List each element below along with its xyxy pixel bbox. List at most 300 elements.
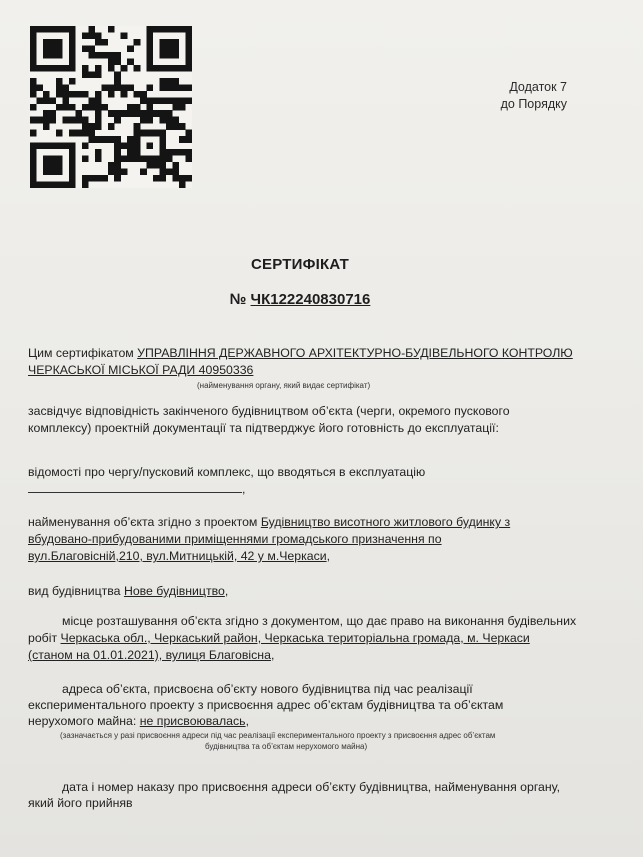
qr-module: [30, 104, 37, 111]
qr-module: [121, 143, 128, 150]
qr-module: [160, 26, 167, 33]
qr-module: [101, 104, 108, 111]
qr-module: [95, 32, 102, 39]
qr-module: [186, 97, 192, 104]
qr-module: [62, 91, 69, 98]
qr-module: [56, 45, 63, 52]
issuer-name-line-1: УПРАВЛІННЯ ДЕРЖАВНОГО АРХІТЕКТУРНО-БУДІВЕЛЬНОГО КОНТРОЛЮ: [137, 346, 573, 360]
qr-module: [30, 162, 37, 169]
qr-module: [30, 26, 37, 33]
qr-module: [160, 45, 167, 52]
qr-module: [56, 169, 63, 176]
qr-module: [62, 104, 69, 111]
qr-module: [147, 162, 154, 169]
qr-module: [114, 156, 121, 163]
qr-module: [69, 26, 76, 33]
qr-module: [43, 117, 50, 124]
qr-module: [95, 117, 102, 124]
qr-module: [43, 26, 50, 33]
qr-module: [173, 123, 180, 130]
qr-module: [88, 26, 95, 33]
qr-module: [56, 182, 63, 188]
qr-module: [95, 65, 102, 72]
qr-module: [62, 182, 69, 188]
qr-module: [173, 149, 180, 156]
qr-module: [186, 149, 192, 156]
qr-module: [108, 123, 115, 130]
qr-module: [56, 52, 63, 59]
location-comma: ,: [270, 648, 275, 662]
qr-module: [36, 97, 43, 104]
qr-module: [166, 39, 173, 46]
qr-module: [127, 58, 134, 65]
certificate-title: СЕРТИФІКАТ: [251, 256, 349, 273]
qr-module: [88, 45, 95, 52]
order-line-1: дата і номер наказу про присвоєння адреси об’єкту будівництва, найменування органу,: [62, 780, 560, 794]
qr-module: [147, 32, 154, 39]
qr-module: [30, 156, 37, 163]
qr-module: [121, 84, 128, 91]
qr-module: [114, 175, 121, 182]
qr-module: [43, 65, 50, 72]
qr-module: [147, 130, 154, 137]
qr-module: [30, 149, 37, 156]
qr-module: [160, 97, 167, 104]
qr-module: [69, 169, 76, 176]
qr-module: [147, 65, 154, 72]
qr-module: [101, 39, 108, 46]
qr-module: [147, 156, 154, 163]
qr-module: [114, 136, 121, 143]
qr-module: [82, 182, 89, 188]
address-comma: ,: [245, 714, 249, 728]
qr-module: [49, 117, 56, 124]
qr-module: [49, 39, 56, 46]
qr-module: [30, 65, 37, 72]
qr-module: [108, 52, 115, 59]
qr-code-graphic: [30, 26, 192, 188]
location-value-1: Черкаська обл., Черкаський район, Черкаська територіальна громада, м. Черкаси: [60, 631, 530, 645]
qr-module: [69, 104, 76, 111]
qr-module: [127, 156, 134, 163]
qr-module: [173, 65, 180, 72]
qr-module: [166, 117, 173, 124]
qr-module: [49, 97, 56, 104]
qr-module: [173, 117, 180, 124]
qr-module: [43, 110, 50, 117]
qr-module: [30, 91, 37, 98]
qr-module: [186, 32, 192, 39]
qr-module: [108, 162, 115, 169]
qr-module: [88, 175, 95, 182]
qr-module: [147, 97, 154, 104]
object-name-line-1: [28, 514, 510, 531]
qr-module: [140, 91, 147, 98]
qr-module: [43, 39, 50, 46]
qr-module: [121, 32, 128, 39]
queue-info-comma: ,: [242, 482, 246, 496]
certifies-line-2: комплексу) проектній документації та підтверджує його готовність до експлуатації:: [28, 421, 499, 435]
qr-module: [114, 143, 121, 150]
qr-module: [30, 130, 37, 137]
qr-module: [147, 52, 154, 59]
qr-module: [36, 182, 43, 188]
qr-module: [160, 136, 167, 143]
issuer-intro: Цим сертифікатом: [28, 346, 134, 360]
qr-module: [43, 97, 50, 104]
qr-module: [186, 175, 192, 182]
qr-module: [43, 143, 50, 150]
qr-module: [82, 32, 89, 39]
qr-module: [186, 156, 192, 163]
qr-module: [43, 52, 50, 59]
issuer-name-line-2: ЧЕРКАСЬКОЇ МІСЬКОЇ РАДИ 40950336: [28, 363, 254, 377]
qr-module: [160, 78, 167, 85]
qr-module: [69, 117, 76, 124]
qr-module: [43, 162, 50, 169]
qr-module: [160, 84, 167, 91]
qr-module: [49, 143, 56, 150]
object-name-line-3: [28, 548, 330, 565]
location-line-2: [28, 630, 530, 647]
qr-module: [108, 91, 115, 98]
qr-module: [88, 123, 95, 130]
qr-module: [82, 123, 89, 130]
qr-module: [95, 52, 102, 59]
qr-module: [179, 149, 186, 156]
qr-module: [173, 39, 180, 46]
qr-module: [114, 52, 121, 59]
qr-module: [114, 71, 121, 78]
certificate-number: [0, 291, 600, 308]
qr-module: [166, 169, 173, 176]
qr-module: [82, 71, 89, 78]
appendix-line-2: до Порядку: [500, 97, 567, 111]
qr-module: [140, 97, 147, 104]
qr-module: [88, 52, 95, 59]
qr-module: [30, 52, 37, 59]
qr-module: [56, 84, 63, 91]
qr-module: [69, 32, 76, 39]
qr-module: [173, 97, 180, 104]
construction-type-label: вид будівництва: [28, 584, 121, 598]
qr-module: [95, 136, 102, 143]
qr-module: [56, 104, 63, 111]
object-name-value-2: вбудовано-прибудованими приміщеннями громадського призначення по: [28, 532, 442, 546]
address-caption-2: будівництва та об’єктам нерухомого майна): [205, 742, 368, 751]
qr-module: [173, 45, 180, 52]
qr-module: [173, 104, 180, 111]
qr-module: [121, 91, 128, 98]
qr-module: [140, 110, 147, 117]
qr-module: [69, 45, 76, 52]
address-label-3: нерухомого майна:: [28, 714, 137, 728]
qr-module: [166, 26, 173, 33]
qr-module: [121, 110, 128, 117]
qr-module: [75, 91, 82, 98]
qr-module: [82, 65, 89, 72]
qr-module: [153, 110, 160, 117]
qr-module: [82, 175, 89, 182]
qr-module: [88, 32, 95, 39]
qr-module: [69, 65, 76, 72]
qr-module: [49, 110, 56, 117]
qr-module: [186, 136, 192, 143]
qr-module: [36, 143, 43, 150]
qr-module: [166, 110, 173, 117]
qr-module: [173, 162, 180, 169]
qr-module: [166, 78, 173, 85]
qr-module: [160, 156, 167, 163]
qr-module: [95, 104, 102, 111]
qr-module: [140, 117, 147, 124]
qr-module: [114, 58, 121, 65]
qr-module: [69, 130, 76, 137]
qr-module: [127, 136, 134, 143]
qr-module: [30, 78, 37, 85]
queue-info-blank: [28, 480, 242, 493]
qr-module: [95, 149, 102, 156]
qr-module: [56, 26, 63, 33]
qr-module: [69, 162, 76, 169]
location-value-2: (станом на 01.01.2021), вулиця Благовісна: [28, 648, 271, 662]
issuer-caption: (найменування органу, який видає сертифікат): [197, 381, 371, 390]
qr-module: [69, 175, 76, 182]
qr-module: [108, 136, 115, 143]
qr-module: [121, 156, 128, 163]
qr-module: [173, 84, 180, 91]
qr-module: [49, 156, 56, 163]
qr-module: [62, 143, 69, 150]
qr-module: [186, 52, 192, 59]
qr-module: [160, 143, 167, 150]
qr-module: [166, 45, 173, 52]
qr-module: [134, 110, 141, 117]
qr-module: [121, 65, 128, 72]
object-name-value-3: вул.Благовісній,210, вул.Митницькій, 42 у м.Черкаси: [28, 549, 327, 563]
qr-module: [88, 130, 95, 137]
qr-module: [108, 26, 115, 33]
issuer-line-1: [28, 345, 573, 362]
address-caption-1: (зазначається у разі присвоєння адреси під час реалізації експериментального проекту з присвоєння адрес об’єктам: [60, 731, 496, 740]
qr-module: [179, 104, 186, 111]
qr-module: [30, 117, 37, 124]
qr-module: [82, 156, 89, 163]
qr-module: [56, 91, 63, 98]
qr-module: [153, 156, 160, 163]
address-line-2: експериментального проекту з присвоєння адрес об’єктам будівництва та об’єктам: [28, 698, 504, 712]
qr-module: [30, 58, 37, 65]
qr-module: [88, 97, 95, 104]
qr-module: [56, 156, 63, 163]
qr-module: [179, 123, 186, 130]
qr-module: [108, 84, 115, 91]
address-line-1: адреса об’єкта, присвоєна об’єкту нового будівництва під час реалізації: [62, 682, 473, 696]
qr-module: [147, 104, 154, 111]
qr-module: [43, 169, 50, 176]
qr-module: [160, 117, 167, 124]
qr-module: [134, 104, 141, 111]
location-line-3: [28, 647, 274, 664]
qr-module: [36, 65, 43, 72]
qr-module: [186, 39, 192, 46]
qr-module: [114, 149, 121, 156]
qr-module: [62, 84, 69, 91]
qr-module: [166, 149, 173, 156]
qr-module: [95, 175, 102, 182]
qr-module: [43, 91, 50, 98]
qr-module: [69, 78, 76, 85]
qr-module: [160, 65, 167, 72]
qr-module: [75, 117, 82, 124]
qr-module: [153, 130, 160, 137]
qr-module: [173, 52, 180, 59]
qr-module: [69, 91, 76, 98]
qr-module: [166, 97, 173, 104]
construction-type-value: Нове будівництво: [123, 584, 225, 598]
number-sign: №: [229, 291, 247, 308]
qr-module: [108, 58, 115, 65]
qr-module: [30, 169, 37, 176]
qr-module: [114, 169, 121, 176]
qr-module: [30, 32, 37, 39]
qr-module: [160, 130, 167, 137]
appendix-line-1: Додаток 7: [509, 80, 567, 94]
qr-module: [101, 52, 108, 59]
qr-module: [186, 58, 192, 65]
qr-module: [56, 143, 63, 150]
qr-module: [160, 162, 167, 169]
qr-module: [95, 110, 102, 117]
qr-module: [101, 136, 108, 143]
qr-module: [95, 97, 102, 104]
qr-module: [43, 156, 50, 163]
qr-module: [30, 143, 37, 150]
qr-module: [88, 104, 95, 111]
qr-module: [108, 65, 115, 72]
qr-module: [186, 45, 192, 52]
qr-module: [88, 136, 95, 143]
qr-module: [108, 169, 115, 176]
qr-module: [62, 97, 69, 104]
qr-module: [166, 65, 173, 72]
qr-module: [82, 91, 89, 98]
qr-module: [69, 156, 76, 163]
qr-module: [30, 39, 37, 46]
qr-module: [69, 149, 76, 156]
qr-module: [127, 104, 134, 111]
qr-module: [82, 143, 89, 150]
qr-module: [166, 123, 173, 130]
qr-module: [160, 169, 167, 176]
qr-module: [56, 39, 63, 46]
qr-module: [82, 45, 89, 52]
qr-module: [36, 117, 43, 124]
qr-module: [95, 123, 102, 130]
qr-module: [43, 45, 50, 52]
qr-module: [160, 52, 167, 59]
qr-module: [82, 130, 89, 137]
qr-module: [134, 143, 141, 150]
qr-module: [30, 175, 37, 182]
qr-module: [62, 117, 69, 124]
qr-module: [179, 136, 186, 143]
qr-module: [82, 104, 89, 111]
certifies-line-1: засвідчує відповідність закінченого будівництвом об’єкта (черги, окремого пускового: [28, 404, 510, 418]
qr-module: [166, 52, 173, 59]
qr-module: [69, 39, 76, 46]
qr-module: [101, 175, 108, 182]
qr-module: [134, 123, 141, 130]
qr-module: [56, 162, 63, 169]
qr-module: [114, 110, 121, 117]
qr-module: [49, 162, 56, 169]
qr-module: [114, 162, 121, 169]
qr-module: [153, 26, 160, 33]
qr-module: [49, 45, 56, 52]
queue-info-label: відомості про чергу/пусковий комплекс, що вводяться в експлуатацію: [28, 465, 426, 479]
object-name-value-1: Будівництво висотного житлового будинку з: [260, 515, 511, 529]
qr-module: [127, 110, 134, 117]
qr-module: [134, 91, 141, 98]
qr-module: [166, 156, 173, 163]
qr-module: [75, 130, 82, 137]
location-label: місце розташування об’єкта згідно з документом, що дає право на виконання будівельних: [62, 614, 577, 628]
qr-module: [186, 130, 192, 137]
qr-module: [56, 65, 63, 72]
qr-module: [114, 117, 121, 124]
qr-module: [101, 84, 108, 91]
qr-module: [30, 45, 37, 52]
qr-module: [153, 162, 160, 169]
qr-module: [49, 65, 56, 72]
qr-module: [75, 110, 82, 117]
address-line-3: [28, 713, 249, 730]
qr-module: [153, 175, 160, 182]
qr-module: [43, 123, 50, 130]
qr-module: [127, 149, 134, 156]
qr-module: [95, 91, 102, 98]
qr-module: [36, 84, 43, 91]
qr-module: [147, 110, 154, 117]
qr-module: [147, 58, 154, 65]
qr-module: [140, 169, 147, 176]
object-name-comma: ,: [326, 549, 331, 563]
qr-module: [160, 39, 167, 46]
qr-module: [140, 130, 147, 137]
construction-type-comma: ,: [224, 584, 229, 598]
qr-module: [186, 65, 192, 72]
qr-module: [121, 169, 128, 176]
qr-module: [69, 143, 76, 150]
qr-module: [134, 130, 141, 137]
qr-module: [114, 78, 121, 85]
qr-module: [49, 182, 56, 188]
qr-module: [127, 143, 134, 150]
queue-info-blank-row: [28, 480, 245, 498]
qr-module: [166, 84, 173, 91]
qr-module: [43, 182, 50, 188]
qr-module: [49, 52, 56, 59]
qr-module: [56, 130, 63, 137]
qr-module: [127, 84, 134, 91]
qr-module: [160, 149, 167, 156]
qr-module: [49, 169, 56, 176]
qr-module: [95, 39, 102, 46]
qr-module: [134, 156, 141, 163]
qr-module: [147, 39, 154, 46]
qr-module: [30, 182, 37, 188]
